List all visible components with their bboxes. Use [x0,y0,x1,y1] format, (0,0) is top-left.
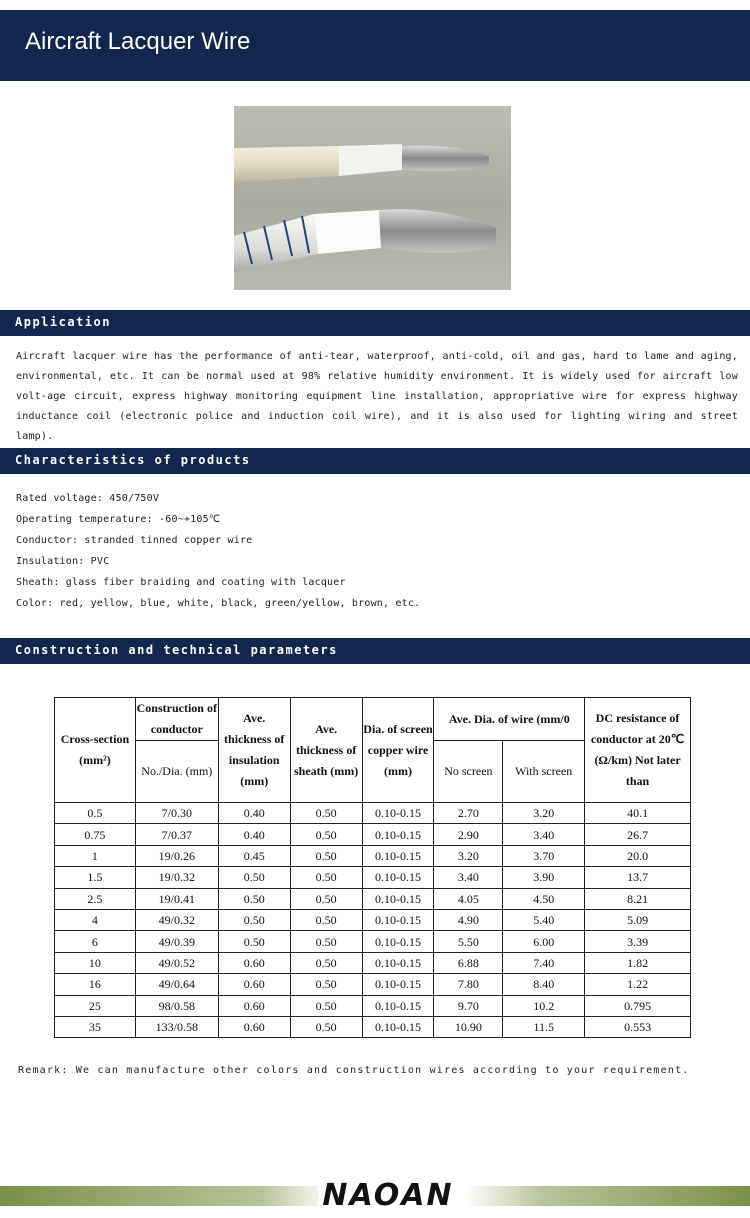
table-cell: 0.5 [55,803,136,824]
table-cell: 10.2 [503,995,585,1016]
table-cell: 0.10-0.15 [362,931,434,952]
table-cell: 3.40 [434,867,503,888]
table-cell: 2.90 [434,824,503,845]
table-cell: 0.10-0.15 [362,909,434,930]
characteristic-line: Rated voltage: 450/750V [16,493,160,504]
table-cell: 3.90 [503,867,585,888]
table-row [55,995,691,1016]
table-cell: 35 [55,1016,136,1037]
table-row [55,1016,691,1037]
table-cell: 26.7 [585,824,691,845]
table-cell: 5.50 [434,931,503,952]
table-cell: 0.50 [290,995,362,1016]
table-cell: 6.88 [434,952,503,973]
header-wire-diameter: Ave. Dia. of wire (mm/0 [434,698,585,741]
company-logo [318,1176,458,1216]
header-sheath: Ave. thickness of sheath (mm) [290,698,362,803]
table-cell: 3.20 [503,803,585,824]
product-photo [234,106,511,290]
table-row [55,931,691,952]
characteristic-line: Insulation: PVC [16,556,110,567]
table-cell: 0.10-0.15 [362,995,434,1016]
table-cell: 10 [55,952,136,973]
table-cell: 98/0.58 [135,995,218,1016]
table-cell: 7/0.37 [135,824,218,845]
table-cell: 0.60 [218,995,290,1016]
table-cell: 3.20 [434,845,503,866]
table-cell: 0.10-0.15 [362,803,434,824]
table-cell: 8.40 [503,974,585,995]
characteristic-line: Conductor: stranded tinned copper wire [16,535,253,546]
table-cell: 0.50 [290,803,362,824]
table-cell: 0.50 [290,845,362,866]
table-cell: 40.1 [585,803,691,824]
table-cell: 0.10-0.15 [362,824,434,845]
table-cell: 0.50 [290,909,362,930]
section-bar-construction [0,638,750,664]
page-title: Aircraft Lacquer Wire [25,28,251,55]
table-cell: 0.60 [218,974,290,995]
header-screen: Dia. of screen copper wire (mm) [362,698,434,803]
table-cell: 0.50 [290,824,362,845]
table-cell: 49/0.32 [135,909,218,930]
table-cell: 0.10-0.15 [362,1016,434,1037]
table-row [55,845,691,866]
table-cell: 3.40 [503,824,585,845]
application-text: Aircraft lacquer wire has the performance of anti-tear, waterproof, anti-cold, oil and gas, hard to lame and aging, environmental, etc. It can be normal used at 98% relative humidity environment. It is widely used for aircraft low volt-age circuit, express highway monitoring equipment line installation, appropriative wire for express highway inductance coil (electronic police and induction coil wire), and it is also used for lighting wiring and street lamp). [16,351,738,442]
table-cell: 133/0.58 [135,1016,218,1037]
table-cell: 0.50 [290,1016,362,1037]
characteristic-line: Sheath: glass fiber braiding and coating with lacquer [16,577,346,588]
table-row [55,867,691,888]
table-cell: 0.45 [218,845,290,866]
table-cell: 0.75 [55,824,136,845]
section-heading-application: Application [15,315,111,329]
table-cell: 0.50 [290,867,362,888]
table-cell: 5.40 [503,909,585,930]
table-cell: 0.40 [218,824,290,845]
table-cell: 7.80 [434,974,503,995]
table-cell: 6 [55,931,136,952]
table-cell: 6.00 [503,931,585,952]
technical-parameters-table [54,697,691,1038]
table-cell: 0.50 [290,974,362,995]
table-body [55,803,691,1038]
table-cell: 8.21 [585,888,691,909]
table-cell: 7/0.30 [135,803,218,824]
table-row [55,952,691,973]
table-cell: 0.50 [218,909,290,930]
table-cell: 2.70 [434,803,503,824]
section-heading-construction: Construction and technical parameters [15,643,338,657]
logo-text: NAOAN [322,1178,454,1213]
table-cell: 0.50 [218,867,290,888]
table-cell: 5.09 [585,909,691,930]
table-cell: 0.50 [290,888,362,909]
table-cell: 0.10-0.15 [362,974,434,995]
table-cell: 4 [55,909,136,930]
table-cell: 4.50 [503,888,585,909]
table-cell: 0.60 [218,1016,290,1037]
table-cell: 0.50 [290,931,362,952]
table-cell: 0.553 [585,1016,691,1037]
table-cell: 19/0.41 [135,888,218,909]
table-cell: 0.60 [218,952,290,973]
table-cell: 4.05 [434,888,503,909]
table-cell: 4.90 [434,909,503,930]
characteristic-line: Operating temperature: -60~+105℃ [16,514,221,525]
table-cell: 0.40 [218,803,290,824]
table-cell: 0.10-0.15 [362,888,434,909]
header-construction: Construction of conductor [135,698,218,741]
header-construction-sub: No./Dia. (mm) [135,741,218,803]
section-bar-characteristics [0,448,750,474]
table-cell: 7.40 [503,952,585,973]
characteristic-line: Color: red, yellow, blue, white, black, green/yellow, brown, etc. [16,598,421,609]
table-cell: 9.70 [434,995,503,1016]
header-cross-section: Cross-section (mm²) [55,698,136,803]
title-bar [0,10,750,81]
table-cell: 49/0.39 [135,931,218,952]
table-cell: 1.5 [55,867,136,888]
section-bar-application [0,310,750,336]
table-cell: 10.90 [434,1016,503,1037]
wire-photo-illustration [234,106,511,290]
table-row [55,888,691,909]
table-cell: 19/0.32 [135,867,218,888]
table-cell: 0.50 [290,952,362,973]
table-cell: 3.39 [585,931,691,952]
table-cell: 20.0 [585,845,691,866]
table-cell: 13.7 [585,867,691,888]
table-cell: 0.795 [585,995,691,1016]
table-cell: 3.70 [503,845,585,866]
table-cell: 0.50 [218,931,290,952]
table-cell: 0.50 [218,888,290,909]
table-cell: 0.10-0.15 [362,867,434,888]
header-no-screen: No screen [434,741,503,803]
table-cell: 11.5 [503,1016,585,1037]
remark-text: Remark: We can manufacture other colors and construction wires according to your requirement. [18,1065,690,1076]
table-cell: 1 [55,845,136,866]
table-cell: 2.5 [55,888,136,909]
table-cell: 1.82 [585,952,691,973]
table-cell: 0.10-0.15 [362,952,434,973]
table-row [55,974,691,995]
table-cell: 0.10-0.15 [362,845,434,866]
table-cell: 25 [55,995,136,1016]
table-cell: 16 [55,974,136,995]
table-cell: 1.22 [585,974,691,995]
table-cell: 49/0.52 [135,952,218,973]
table-cell: 49/0.64 [135,974,218,995]
header-with-screen: With screen [503,741,585,803]
table-row [55,824,691,845]
table-row [55,909,691,930]
header-dc-resistance: DC resistance of conductor at 20℃ (Ω/km) Not later than [585,698,691,803]
header-insulation: Ave. thickness of insulation (mm) [218,698,290,803]
table-cell: 19/0.26 [135,845,218,866]
table-row [55,803,691,824]
section-heading-characteristics: Characteristics of products [15,453,251,467]
